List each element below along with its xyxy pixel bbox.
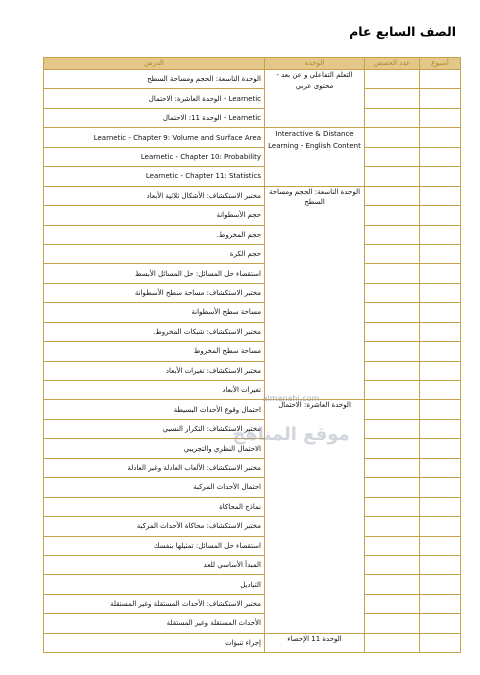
sessions-cell[interactable]	[365, 147, 420, 166]
lesson-cell: مختبر الاستكشاف: الأشكال ثلاثية الأبعاد	[44, 186, 265, 205]
week-cell[interactable]	[420, 283, 461, 302]
unit-cell: الوحدة التاسعة: الحجم ومساحة السطح	[265, 186, 365, 400]
lesson-cell: التباديل	[44, 575, 265, 594]
table-row	[44, 439, 461, 458]
week-cell[interactable]	[420, 70, 461, 89]
lesson-cell: مختبر الاستكشاف: محاكاة الأحداث المركبة	[44, 517, 265, 536]
sessions-cell[interactable]	[365, 244, 420, 263]
lesson-cell: الوحدة التاسعة: الحجم ومساحة السطح	[44, 70, 265, 89]
lesson-cell: Learnetic - Chapter 10: Probability	[44, 147, 265, 166]
week-cell[interactable]	[420, 633, 461, 652]
sessions-cell[interactable]	[365, 594, 420, 613]
lesson-cell: مختبر الاستكشاف: الأحداث المستقلة وغير المستقلة	[44, 594, 265, 613]
sessions-cell[interactable]	[365, 225, 420, 244]
sessions-cell[interactable]	[365, 633, 420, 652]
header-week: أسبوع	[420, 58, 461, 70]
sessions-cell[interactable]	[365, 167, 420, 186]
unit-cell: الوحدة 11 الإحصاء	[265, 633, 365, 652]
lesson-cell: مساحة سطح الأسطوانة	[44, 303, 265, 322]
table-row	[44, 108, 461, 127]
sessions-cell[interactable]	[365, 70, 420, 89]
lesson-cell: Learnetic - الوحدة 11: الاحتمال	[44, 108, 265, 127]
table-row	[44, 186, 461, 205]
table-row	[44, 400, 461, 419]
table-header-row	[44, 58, 461, 70]
table-row	[44, 555, 461, 574]
lesson-cell: استقصاء حل المسائل: حل المسائل الأبسط	[44, 264, 265, 283]
week-cell[interactable]	[420, 439, 461, 458]
table-row	[44, 70, 461, 89]
week-cell[interactable]	[420, 517, 461, 536]
lesson-cell: Learnetic - Chapter 11: Statistics	[44, 167, 265, 186]
table-row	[44, 419, 461, 438]
week-cell[interactable]	[420, 536, 461, 555]
lesson-cell: احتمال الأحداث المركبة	[44, 478, 265, 497]
table-row	[44, 147, 461, 166]
week-cell[interactable]	[420, 497, 461, 516]
table-row	[44, 614, 461, 633]
sessions-cell[interactable]	[365, 322, 420, 341]
lesson-cell: حجم المخروط.	[44, 225, 265, 244]
table-row	[44, 322, 461, 341]
sessions-cell[interactable]	[365, 206, 420, 225]
week-cell[interactable]	[420, 400, 461, 419]
week-cell[interactable]	[420, 89, 461, 108]
week-cell[interactable]	[420, 108, 461, 127]
lesson-cell: إجراء تنبؤات	[44, 633, 265, 652]
week-cell[interactable]	[420, 361, 461, 380]
week-cell[interactable]	[420, 555, 461, 574]
table-row	[44, 167, 461, 186]
table-row	[44, 89, 461, 108]
sessions-cell[interactable]	[365, 419, 420, 438]
sessions-cell[interactable]	[365, 614, 420, 633]
table-row	[44, 361, 461, 380]
sessions-cell[interactable]	[365, 108, 420, 127]
table-row	[44, 575, 461, 594]
lesson-cell: حجم الأسطوانة	[44, 206, 265, 225]
table-row	[44, 381, 461, 400]
table-row	[44, 517, 461, 536]
table-row	[44, 478, 461, 497]
sessions-cell[interactable]	[365, 361, 420, 380]
table-row	[44, 536, 461, 555]
week-cell[interactable]	[420, 225, 461, 244]
lesson-cell: مختبر الاستكشاف: مساحة سطح الأسطوانة	[44, 283, 265, 302]
watermark-site-name: موقع المناهج	[232, 424, 350, 445]
week-cell[interactable]	[420, 342, 461, 361]
sessions-cell[interactable]	[365, 575, 420, 594]
sessions-cell[interactable]	[365, 283, 420, 302]
lesson-cell: الاحتمال النظري والتجريبي	[44, 439, 265, 458]
header-lesson: الدرس	[44, 58, 265, 70]
lesson-cell: الأحداث المستقلة وغير المستقلة	[44, 614, 265, 633]
sessions-cell[interactable]	[365, 439, 420, 458]
table-row	[44, 633, 461, 652]
lesson-cell: احتمال وقوع الأحداث البسيطة	[44, 400, 265, 419]
lesson-cell: Learnetic - Chapter 9: Volume and Surface Area	[44, 128, 265, 147]
sessions-cell[interactable]	[365, 128, 420, 147]
lesson-cell: مختبر الاستكشاف: الألعاب العادلة وغير العادلة	[44, 458, 265, 477]
week-cell[interactable]	[420, 419, 461, 438]
page-title: الصف السابع عام	[349, 24, 456, 39]
sessions-cell[interactable]	[365, 497, 420, 516]
lesson-cell: مساحة سطح المخروط	[44, 342, 265, 361]
week-cell[interactable]	[420, 244, 461, 263]
week-cell[interactable]	[420, 128, 461, 147]
table-row	[44, 128, 461, 147]
table-row	[44, 303, 461, 322]
table-row	[44, 283, 461, 302]
lesson-cell: حجم الكرة	[44, 244, 265, 263]
sessions-cell[interactable]	[365, 478, 420, 497]
lesson-cell: مختبر الاستكشاف: شبكات المخروط.	[44, 322, 265, 341]
table-row	[44, 206, 461, 225]
lesson-cell: تغيرات الأبعاد	[44, 381, 265, 400]
lesson-cell: Learnetic - الوحدة العاشرة: الاحتمال	[44, 89, 265, 108]
sessions-cell[interactable]	[365, 381, 420, 400]
week-cell[interactable]	[420, 322, 461, 341]
week-cell[interactable]	[420, 458, 461, 477]
table-row	[44, 497, 461, 516]
sessions-cell[interactable]	[365, 264, 420, 283]
week-cell[interactable]	[420, 147, 461, 166]
unit-cell: التعلم التفاعلي و عن بعد - محتوى عربي	[265, 70, 365, 128]
week-cell[interactable]	[420, 303, 461, 322]
week-cell[interactable]	[420, 186, 461, 205]
table-row	[44, 594, 461, 613]
week-cell[interactable]	[420, 594, 461, 613]
header-unit: الوحدة	[265, 58, 365, 70]
unit-cell: Interactive & Distance Learning - English Content	[265, 128, 365, 186]
sessions-cell[interactable]	[365, 517, 420, 536]
header-sessions: عدد الحصص	[365, 58, 420, 70]
lesson-cell: مختبر الاستكشاف: التكرار النسبي	[44, 419, 265, 438]
table-row	[44, 342, 461, 361]
week-cell[interactable]	[420, 614, 461, 633]
sessions-cell[interactable]	[365, 536, 420, 555]
lesson-cell: نماذج المحاكاة	[44, 497, 265, 516]
sessions-cell[interactable]	[365, 89, 420, 108]
lesson-cell: مختبر الاستكشاف: تغيرات الأبعاد	[44, 361, 265, 380]
table-body	[44, 70, 461, 653]
table-row	[44, 458, 461, 477]
sessions-cell[interactable]	[365, 342, 420, 361]
lesson-cell: استقصاء حل المسائل: تمثيلها بنفسك	[44, 536, 265, 555]
table-row	[44, 244, 461, 263]
watermark-url: almanahj.com	[262, 394, 320, 403]
week-cell[interactable]	[420, 575, 461, 594]
sessions-cell[interactable]	[365, 303, 420, 322]
week-cell[interactable]	[420, 478, 461, 497]
sessions-cell[interactable]	[365, 400, 420, 419]
sessions-cell[interactable]	[365, 555, 420, 574]
unit-cell: الوحدة العاشرة: الاحتمال	[265, 400, 365, 633]
week-cell[interactable]	[420, 264, 461, 283]
table-row	[44, 225, 461, 244]
sessions-cell[interactable]	[365, 458, 420, 477]
week-cell[interactable]	[420, 167, 461, 186]
lesson-cell: المبدأ الأساسي للعد	[44, 555, 265, 574]
sessions-cell[interactable]	[365, 186, 420, 205]
table-row	[44, 264, 461, 283]
week-cell[interactable]	[420, 381, 461, 400]
curriculum-table	[43, 57, 461, 653]
week-cell[interactable]	[420, 206, 461, 225]
